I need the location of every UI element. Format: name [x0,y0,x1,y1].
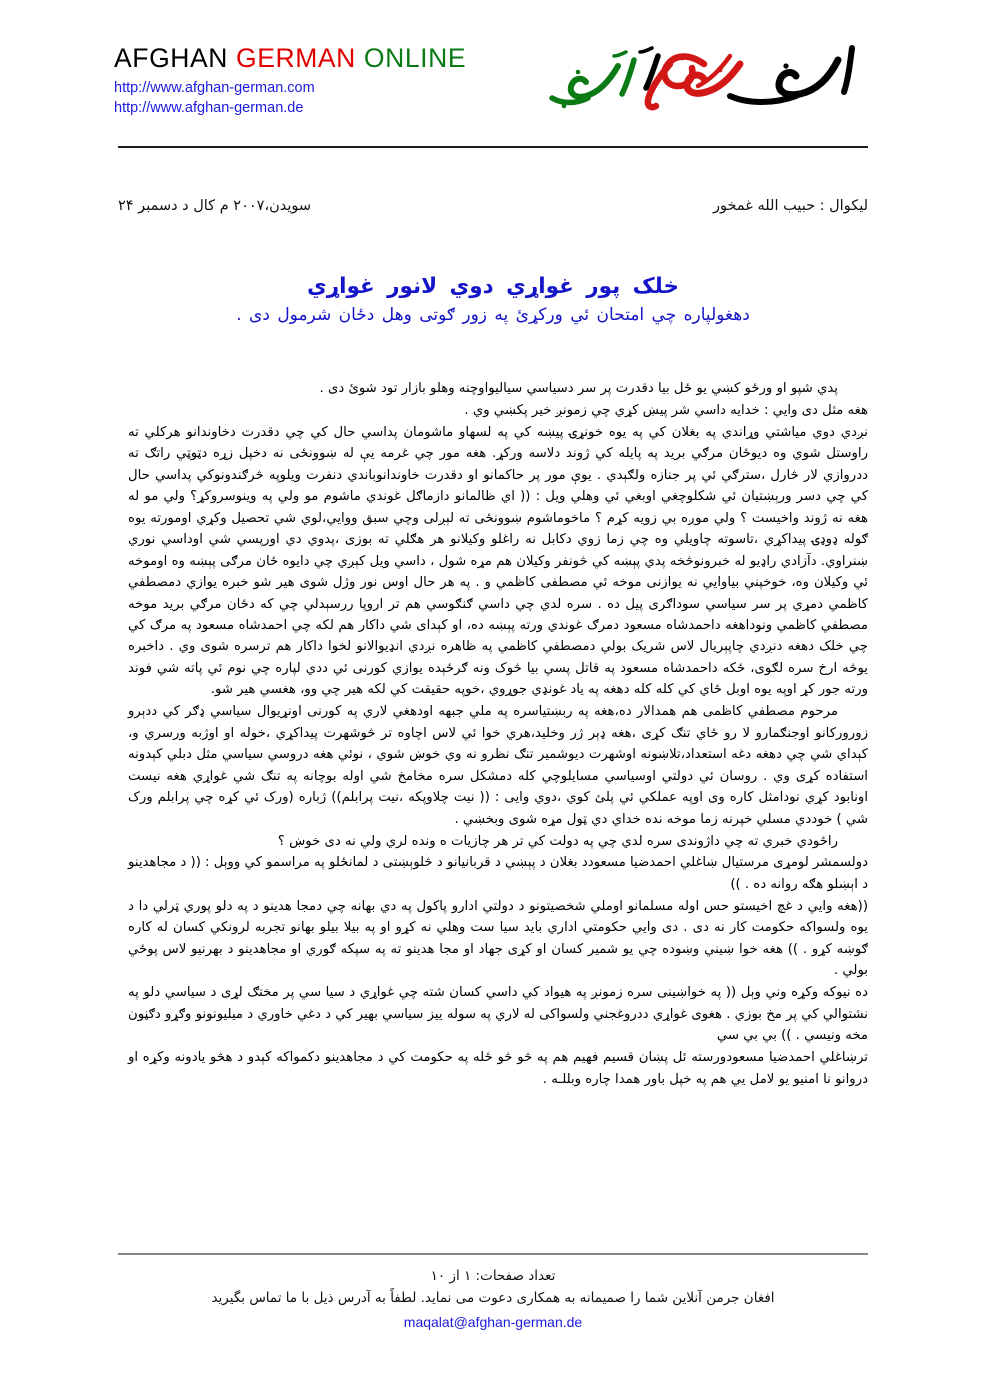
byline-place-date: سويدن،۲۰۰۷ م کال د دسمبر ۲۴ [118,198,312,214]
site-title [114,44,466,74]
title-block [118,272,868,328]
paragraph: راځودي خبري ته چي داژوندی سره لدي چي په دولت کي تر هر چازيات ه ونده لري ولي نه دی خوښ ؟ [277,833,838,849]
byline-author: ليکوال : حبيب الله غمخور [713,198,868,214]
paragraph: نږدي دوي مياشتي وړاندي په بغلان کي په يوه خونړۍ پيښه کي په لسهاو ماشومان پداسي حال کي چي دقدرت دخاوندانو هرکلي ته راوستل شوي وه ديوځان مرګي بريد په پايله کي ژوند دلاسه ورکړ. هغه مور چي غرمه یې له ښوونځی نه دخپل زړه دټوټي راتګ ته ددروازي لار څارل ،سترګي ئي پر جنازه ولګېدي . يوې مور پر حاکمانو او دقدرت خاوندانوباندي دنفرت ويلوپه څرګندونوکي پداسي حال کي چي دسر ورېښتيان ئي شکلوچغي اوبغي ئي وهلي ويل : (( اي ظالمانو دازماګل غوندي ماشوم مو ولي په وينوسروکړ؟ ولي مو له هغه نه ژوند واخيست ؟ ولي موږه بي زويه کړم ؟ ماخوماشوم ښوونځی ته لېږلی وچي سبق ووايي،لوي شي تحصيل وکړي اومورته يوه ګوله ډوډۍ پيداکړي ،تاسوته چاويلي وه چي زما زوي دکابل نه راغلو وکيلانو هر هګلي ته بوزی ،پدوي دي اورپسي شي اوداسي نوري ښنراوي. دآزادي راډيو له خبرونوڅخه پدي پېښه کي څونفر وکيلان هم مړه شول ، داسي ويل کېږي چي دايوه ځان مرګی پېښه وه اوموخه ئي وکيلان وه، خوخپني بياوايي نه يوازنی موخه ئي مصطفی کاظمي و . په هر حال اوس نور وژل شوی هير شو خبره يوازي دمصطفي کاظمي دمړي پر سر سياسي سوداګری پيل ده . سره لدي چي داسي ګنګوسي هم تر اروپا ررسېدلي چي که دځان مرګي بريد موخه مصطفي کاظمي ونوداهغه داحمدشاه مسعود دمرګ غوندي ورته پېښه ده، او کېدای شي داکار هم لکه چي احمدشاه مسعود په مرګ کي چي خلک دهغه دنږدي چاپېريال لاس شريک بولي دمصطفي کاظمي په ظاهره نږدي انډيوالانو لخوا داکار هم ترسره شوی وي . داخبره يوڅه ارخ سره لګوی، ځکه داحمدشاه مسعود په قاتل پسي بيا څوک ونه ګرځېده يوازي کورنی ئي ددي لپاره چي نوم ئي پاته شي فوند ورته جور کړ اوپه يوه اوبل ځاي کي کله کله دهغه په ياد غونډي جوړوي ،خوپه حقيقت کي لکه هير چي وو، هغسي هير شو. [128,424,868,698]
brand-word-online: ONLINE [363,43,467,73]
page-title: خلک پور غواړي دوي لانور غواړي [307,274,679,299]
paragraph: ((هغه وايي د غچ اخيستو حس اوله مسلمانو اوملي شخصيتونو د دولتي ادارو پاکول په دي بهانه چي دمجا هدينو د په دلو پوري ټرلي دا د يوه ولسواکه حکومت کار نه دی . دی وايي حکومتي اداري بايد سيا ست وهلي نه کړو او په بيلا بيلو بهانو تجربه لرونکي کسان له کاره ګوښه کړو . )) هغه خوا ښيني وښوده چي يو شمير کسان او کړی جهاد او مجا هدينو ته په سپکه ګوري او مجاهدينو د بهرنيو لاس پوځي بولي . [128,898,868,979]
paragraph: هغه مثل دی وايي : خدايه داسي شر پيښ کړي چي زمونږ خير پکښي وي . [464,402,868,418]
header-divider [118,146,868,148]
afghan-german-online-logo [534,34,864,120]
paragraph: مرحوم مصطفي کاظمی هم همدالار ده،هغه په ربښتياسره په ملي جبهه اودهغي لاري په کورنی اونړيوال سياسي ډګر کي ددېرو زورورکانو اوجنګمارو لا رو ځاي تنګ کړی ،هغه ډېر ژر وخليد،هري خوا ئي لاس اچاوه تر څوشهرت پيداکړي ،خوله او اوژبه ورسري و، کېداي شي چي دهغه دغه استعداد،تلاښونه اوشهرت ديوشمير تنګ نظرو نه وي خوښ شوي ، نوئي هغه دروسي سياسي مثل دبلي کېدونه استفاده کړی وي . روسان ئي دولتي اوسياسي مسايلوچي کله دمشکل سره مخامخ شي اوله بوچانه په تنګ شي غواړي هغه نيست اونابود کړي نودامثل کاره وی اوپه عملکي ئي پلئ کوي ،دوي وايی : (( نيت چلاوپکه ،نيت پرابلم)) ژباره (ورک ئي کړه چي پرابلم ورک شي ) خوددي مسلي خپرنه زما موخه نده خداي دي ټول مړه شوی وبخښي . [128,704,868,827]
page-subtitle: دهغولپاره چي امتحان ئي ورکړئ په زور ګوتی وهل دځان شرمول دی . [236,305,750,326]
article-body [128,378,868,1090]
footer-divider [118,1253,868,1255]
page-count: تعداد صفحات: ۱ از ۱۰ [430,1268,556,1284]
footer-invitation: افغان جرمن آنلاین شما را صمیمانه به همکاری دعوت می نماید. لطفاً به آدرس ذیل با ما تماس بگیرید [211,1289,775,1306]
paragraph: پدي شپو او ورځو کښي يو ځل بيا دقدرت پر سر دسياسي سيالیواوچنه وهلو بازار تود شوئ دی . [319,381,838,396]
page-header [114,0,864,139]
byline [118,198,868,214]
brand-word-afghan: AFGHAN [114,43,229,73]
page-footer [118,1266,868,1333]
paragraph: دولسمشر لومړی مرستيال ښاغلي احمدضيا مسعودد بغلان د پېښي د قربانيانو د څلوېښتی د لمانځلو په مراسمو کي ووېل : (( د مجاهدينو د اېښلو هګه روانه ده . )) [128,855,868,892]
brand-word-german: GERMAN [236,43,356,73]
paragraph: ده نيوکه وکړه وني وېل (( په خواښينی سره زمونږ په هيواد کي داسي کسان شته چي غواړي د سيا سي پر مختګ لړی د سياسي دلو په نشتوالي کي پر مخ بوزي . هغوی غواړي ددروغجني ولسواکی له لاري په سوله ييز سياسي بهير کي د دغي خاوري د ميليونونو وګړو دګڼون مخه ونيسي . )) بي بي سي [128,985,868,1044]
site-url-de[interactable]: http://www.afghan-german.de [114,100,304,117]
contact-email[interactable]: maqalat@afghan-german.de [403,1313,583,1330]
site-url-com[interactable]: http://www.afghan-german.com [114,79,315,96]
site-urls [114,78,466,119]
brand-block [114,44,466,119]
paragraph: ترښاغلي احمدضيا مسعودورسته ئل پښان قسيم فهيم هم په څو څو ځله په حکومت کي د مجاهدينو دکمواکه کېدو د هڅو يادونه وکړه او دروانو نا امنيو يو لامل يي هم په خپل باور همدا چاره وبللـه . [128,1050,868,1087]
